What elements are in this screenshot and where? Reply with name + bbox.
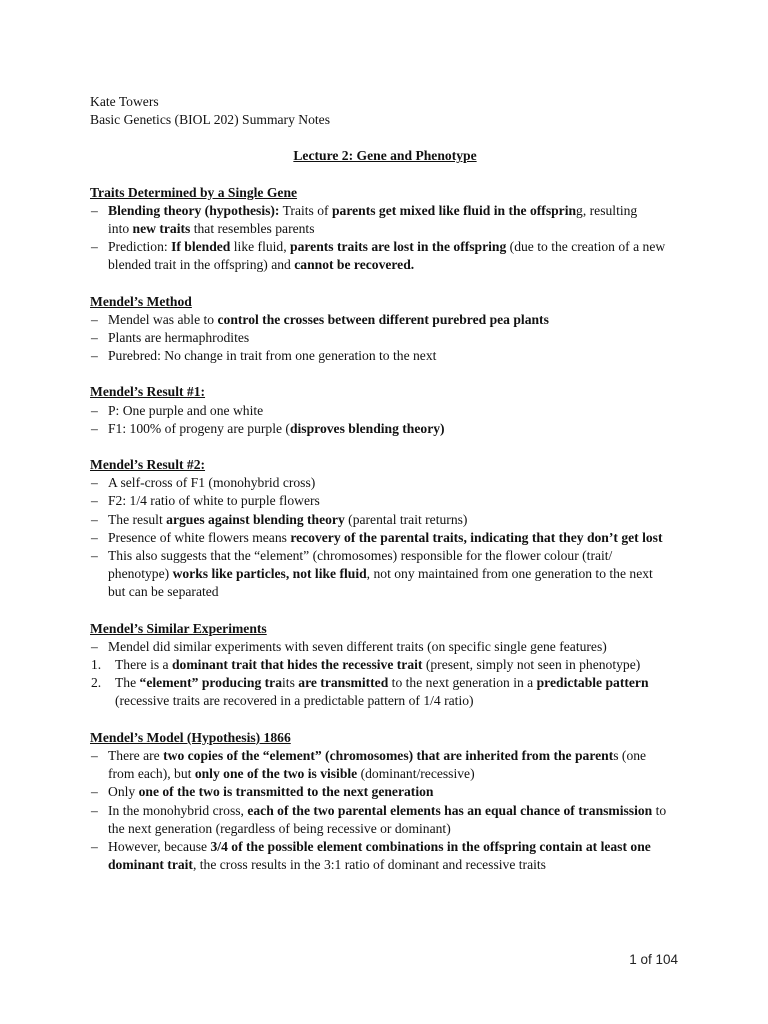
text: The (115, 675, 140, 691)
list-item-continuation (90, 765, 680, 783)
bold-text: new traits (132, 221, 191, 237)
text: Only (108, 784, 139, 800)
bold-text: disproves blending theory) (289, 420, 445, 436)
list-item (90, 402, 680, 420)
text: to the next generation in a (388, 675, 537, 691)
list-item-continuation (90, 820, 680, 838)
text: Prediction: (108, 239, 172, 255)
list-item (90, 529, 680, 547)
section-heading: Mendel’s Model (Hypothesis) 1866 (90, 729, 291, 745)
spacer (90, 711, 680, 729)
list-item (90, 202, 680, 220)
list-item (90, 747, 680, 765)
list-dash: – (91, 838, 98, 854)
bold-text: each of the two parental elements has an equal chance of transmission (247, 802, 653, 818)
author-name: Kate Towers (90, 94, 159, 109)
list-dash: – (91, 239, 98, 255)
text: Purebred: No change in trait from one generation to the next (108, 348, 437, 364)
bold-text: parents get mixed like fluid in the offsprin (331, 202, 577, 218)
list-dash: – (91, 402, 98, 418)
text: In the monohybrid cross, (108, 802, 248, 818)
bold-text: dominant trait (108, 857, 193, 873)
text: to (652, 802, 667, 818)
text: the next generation (regardless of being recessive or dominant) (108, 820, 451, 836)
spacer (90, 602, 680, 620)
bold-text: two copies of the “element” (chromosomes) that are inherited from the parent (163, 747, 614, 763)
text: (recessive traits are recovered in a predictable pattern of 1/4 ratio) (115, 693, 474, 709)
list-dash: – (91, 330, 98, 346)
page-number: 1 of 104 (629, 952, 678, 967)
list-item (90, 492, 680, 510)
list-item (90, 838, 680, 856)
list-item (90, 347, 680, 365)
list-item-continuation (90, 692, 680, 710)
list-item-continuation (90, 583, 680, 601)
bold-text: “element” producing tra (139, 675, 283, 691)
bold-text: recovery of the parental traits, indicating that they don’t get lost (290, 529, 663, 545)
text: A self-cross of F1 (monohybrid cross) (108, 475, 316, 491)
list-item-continuation (90, 565, 680, 583)
bold-text: Blending theory (hypothesis): (108, 202, 280, 218)
text: , not ony maintained from one generation to the next (366, 566, 653, 582)
list-dash: – (91, 202, 98, 218)
bold-text: parents traits are lost in the offspring (290, 239, 507, 255)
bold-text: If blended (171, 239, 231, 255)
text: that resembles parents (190, 221, 315, 237)
list-number: 2. (91, 675, 102, 691)
spacer (90, 129, 680, 147)
spacer (90, 275, 680, 293)
text: However, because (108, 838, 211, 854)
text: phenotype) (108, 566, 173, 582)
text: Presence of white flowers means (108, 529, 291, 545)
lecture-title: Lecture 2: Gene and Phenotype (293, 148, 477, 164)
bold-text: only one of the two is visible (194, 766, 358, 782)
text: Mendel was able to (108, 311, 218, 327)
text: (parental trait returns) (344, 511, 468, 527)
list-dash: – (91, 802, 98, 818)
notes-section (90, 383, 680, 456)
list-dash: – (91, 638, 98, 654)
list-dash: – (91, 784, 98, 800)
notes-section (90, 293, 680, 384)
spacer (90, 365, 680, 383)
list-item (90, 238, 680, 256)
text: g, resulting (576, 202, 638, 218)
bold-text: control the crosses between different purebred pea plants (217, 311, 549, 327)
list-item (90, 638, 680, 656)
bold-text: 3/4 of the possible element combinations in the offspring contain at least one (210, 838, 651, 854)
text: , the cross results in the 3:1 ratio of dominant and recessive traits (192, 857, 546, 873)
text: Mendel did similar experiments with seven different traits (on specific single gene features) (108, 638, 607, 654)
text: but can be separated (108, 584, 219, 600)
list-dash: – (91, 529, 98, 545)
bold-text: one of the two is transmitted to the next generation (138, 784, 434, 800)
section-heading: Mendel’s Method (90, 293, 192, 309)
list-item-continuation (90, 256, 680, 274)
notes-section (90, 456, 680, 620)
text: into (108, 221, 133, 237)
list-item (90, 329, 680, 347)
list-item (90, 656, 680, 674)
section-heading: Mendel’s Result #2: (90, 457, 206, 473)
notes-sections (90, 184, 680, 875)
notes-section (90, 729, 680, 875)
text: There is a (115, 657, 172, 673)
list-dash: – (91, 548, 98, 564)
spacer (90, 166, 680, 184)
list-item (90, 474, 680, 492)
list-item (90, 783, 680, 801)
text: Plants are hermaphrodites (108, 330, 250, 346)
section-heading: Traits Determined by a Single Gene (90, 184, 298, 200)
list-item (90, 311, 680, 329)
list-number: 1. (91, 657, 102, 673)
bold-text: cannot be recovered. (294, 257, 415, 273)
course-title: Basic Genetics (BIOL 202) Summary Notes (90, 112, 330, 128)
text: its (282, 675, 299, 691)
text: There are (108, 747, 164, 763)
bold-text: are transmitted (298, 675, 389, 691)
list-item-continuation (90, 856, 680, 874)
spacer (90, 438, 680, 456)
text: like fluid, (230, 239, 291, 255)
section-heading: Mendel’s Similar Experiments (90, 620, 267, 636)
text: F1: 100% of progeny are purple ( (108, 420, 290, 436)
text: from each), but (108, 766, 195, 782)
section-heading: Mendel’s Result #1: (90, 384, 206, 400)
text: This also suggests that the “element” (chromosomes) responsible for the flower colour (trait/ (108, 548, 613, 564)
list-dash: – (91, 747, 98, 763)
text: (dominant/recessive) (357, 766, 475, 782)
text: Traits of (279, 202, 332, 218)
text: s (one (613, 747, 647, 763)
text: (present, simply not seen in phenotype) (422, 657, 641, 673)
list-dash: – (91, 511, 98, 527)
bold-text: argues against blending theory (166, 511, 345, 527)
list-dash: – (91, 493, 98, 509)
text: F2: 1/4 ratio of white to purple flowers (108, 493, 320, 509)
list-item-continuation (90, 220, 680, 238)
list-item (90, 802, 680, 820)
text: blended trait in the offspring) and (108, 257, 295, 273)
list-dash: – (91, 311, 98, 327)
list-dash: – (91, 348, 98, 364)
list-item (90, 674, 680, 692)
text: (due to the creation of a new (506, 239, 666, 255)
list-dash: – (91, 475, 98, 491)
notes-section (90, 184, 680, 293)
document-page (90, 93, 680, 874)
list-item (90, 511, 680, 529)
bold-text: works like particles, not like fluid (172, 566, 367, 582)
text: P: One purple and one white (108, 402, 264, 418)
list-item (90, 547, 680, 565)
list-dash: – (91, 420, 98, 436)
list-item (90, 420, 680, 438)
bold-text: predictable pattern (536, 675, 649, 691)
bold-text: dominant trait that hides the recessive trait (172, 657, 423, 673)
text: The result (108, 511, 167, 527)
notes-section (90, 620, 680, 729)
